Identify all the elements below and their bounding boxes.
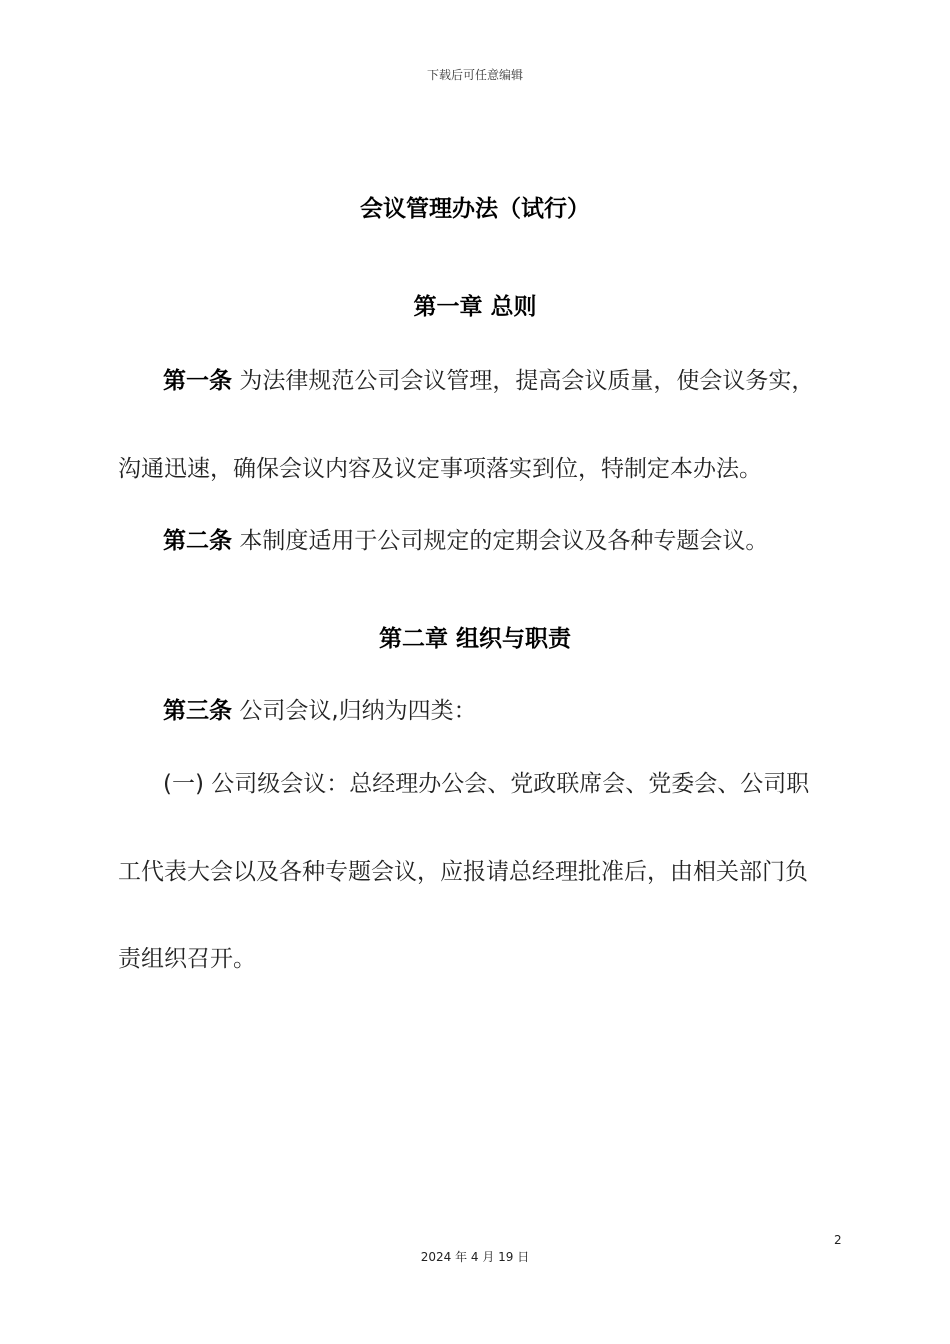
page-number: 2 bbox=[834, 1233, 842, 1247]
article-2-text: 本制度适用于公司规定的定期会议及各种专题会议。 bbox=[239, 528, 769, 554]
article-1-line-1 bbox=[163, 362, 814, 395]
article-2 bbox=[163, 522, 768, 555]
header-note: 下载后可任意编辑 bbox=[426, 68, 523, 82]
item-1-line-3: 责组织召开。 bbox=[118, 946, 256, 972]
chapter-1-heading: 第一章 总则 bbox=[413, 294, 537, 320]
article-1-line-2: 沟通迅速，确保会议内容及议定事项落实到位，特制定本办法。 bbox=[118, 456, 762, 482]
article-2-label: 第二条 bbox=[163, 528, 232, 554]
article-1-label: 第一条 bbox=[163, 368, 232, 394]
chapter-2-heading: 第二章 组织与职责 bbox=[378, 626, 571, 652]
article-1-text: 为法律规范公司会议管理，提高会议质量，使会议务实， bbox=[239, 368, 815, 394]
article-3-label: 第三条 bbox=[163, 698, 232, 724]
article-3 bbox=[163, 692, 477, 725]
document-title: 会议管理办法（试行） bbox=[360, 196, 590, 222]
footer-date: 2024 年 4 月 19 日 bbox=[420, 1250, 530, 1264]
item-1-line-2: 工代表大会以及各种专题会议，应报请总经理批准后，由相关部门负 bbox=[118, 859, 808, 885]
article-3-text: 公司会议,归纳为四类： bbox=[239, 698, 477, 724]
item-1-line-1: (一) 公司级会议：总经理办公会、党政联席会、党委会、公司职 bbox=[163, 771, 810, 797]
